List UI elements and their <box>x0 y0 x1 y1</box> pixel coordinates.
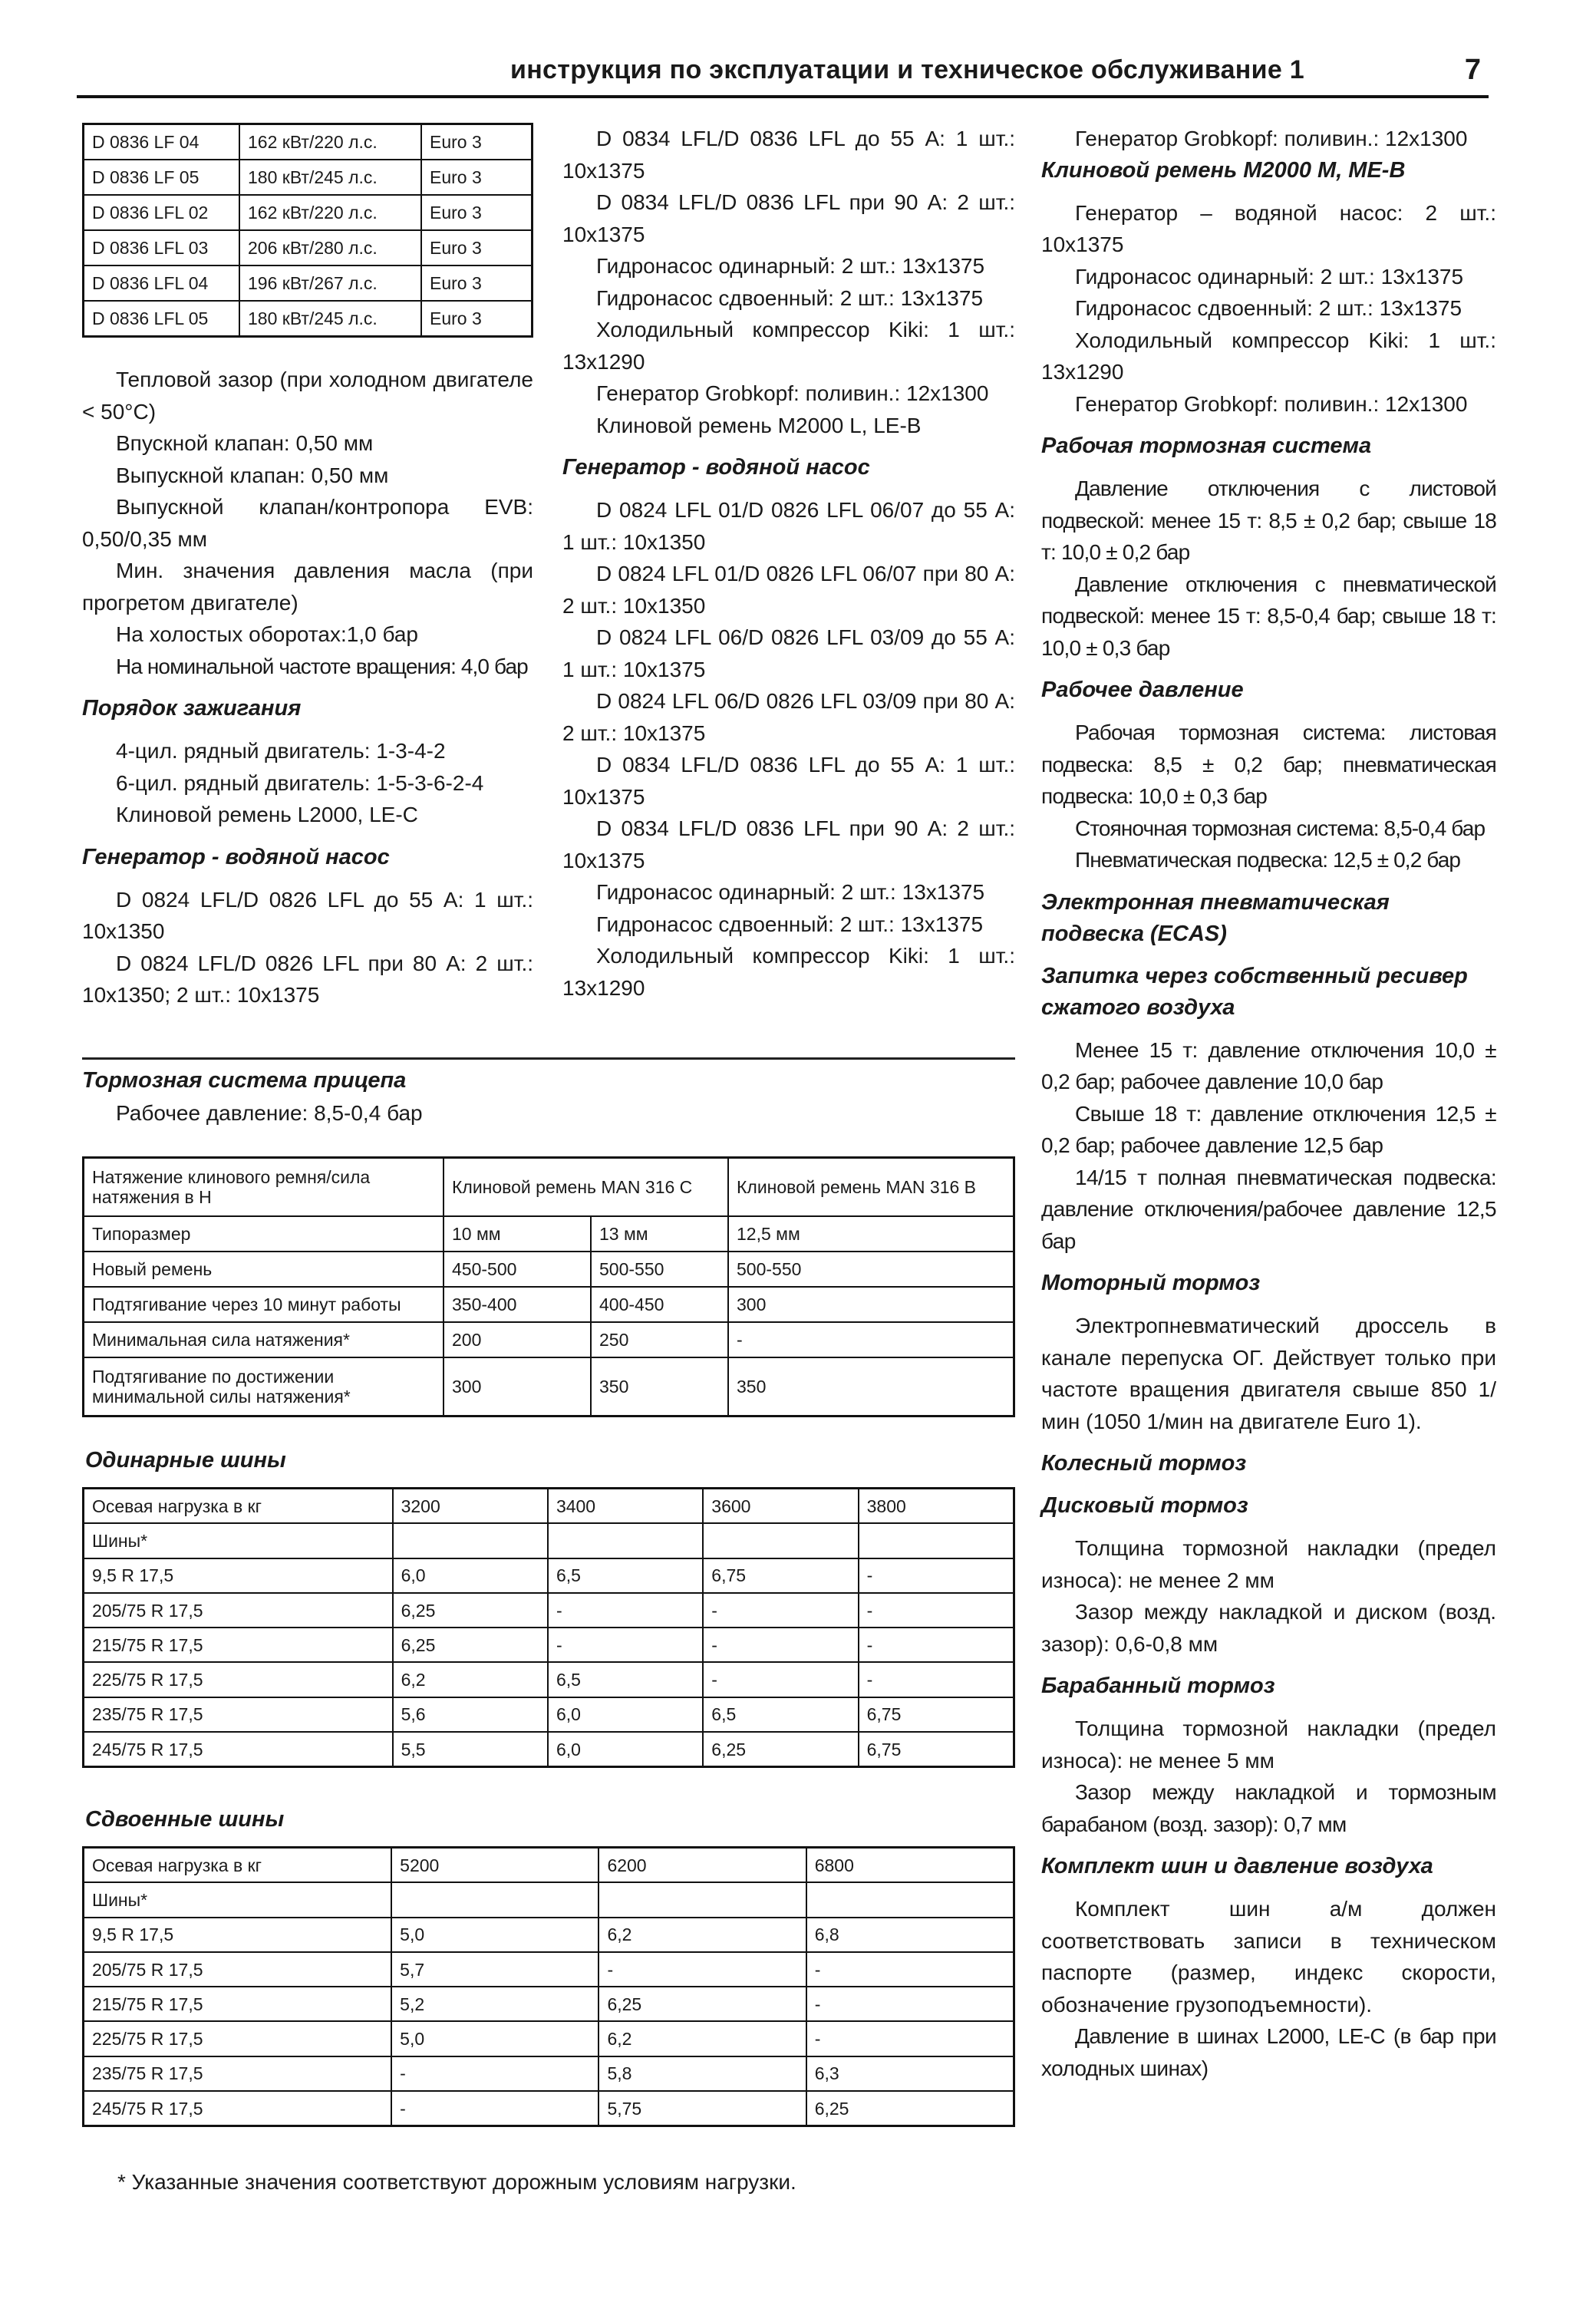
section-heading: Сдвоенные шины <box>85 1807 285 1832</box>
table-cell: 250 <box>591 1322 728 1357</box>
table-cell: D 0836 LF 05 <box>84 160 240 195</box>
table-cell: D 0836 LFL 03 <box>84 230 240 265</box>
table-cell: Euro 3 <box>421 124 533 160</box>
table-row <box>84 2056 1014 2091</box>
table-row <box>84 124 533 160</box>
table-subheader-row <box>84 1882 1014 1917</box>
table-cell: - <box>703 1628 858 1662</box>
text-paragraph: D 0834 LFL/D 0836 LFL при 90 А: 2 шт.: 10x1375 <box>562 190 1015 246</box>
text-paragraph: D 0824 LFL 01/D 0826 LFL 06/07 до 55 А: 1 шт.: 10x1350 <box>562 498 1015 554</box>
text-paragraph: D 0824 LFL/D 0826 LFL при 80 А: 2 шт.: 10x1350; 2 шт.: 10x1375 <box>82 951 533 1007</box>
table-cell: 6,25 <box>393 1593 548 1628</box>
table-cell-empty <box>548 1523 703 1558</box>
table-cell: 350 <box>728 1357 1014 1416</box>
table-cell: 500-550 <box>728 1252 1014 1287</box>
text-paragraph: Зазор между накладкой и тормозным барабаном (возд. зазор): 0,7 мм <box>1041 1780 1496 1836</box>
text-paragraph: Клиновой ремень M2000 L, LE-B <box>596 413 922 437</box>
table-row <box>84 1252 1014 1287</box>
table-cell: - <box>728 1322 1014 1357</box>
table-cell: Euro 3 <box>421 265 533 301</box>
text-paragraph: Холодильный компрессор Kiki: 1 шт.: 13x1290 <box>562 944 1015 1000</box>
table-cell: - <box>548 1628 703 1662</box>
table-cell: - <box>548 1593 703 1628</box>
table-cell: - <box>806 1987 1014 2021</box>
table-row <box>84 195 533 230</box>
table-cell: 6,5 <box>703 1697 858 1732</box>
table-row <box>84 1216 1014 1252</box>
table-cell: 6,75 <box>859 1732 1014 1767</box>
table-cell: 6,2 <box>598 1918 806 1952</box>
text-paragraph: Пневматическая подвеска: 12,5 ± 0,2 бар <box>1075 848 1461 872</box>
table-cell: 5,2 <box>391 1987 598 2021</box>
table-cell: 6,25 <box>703 1732 858 1767</box>
section-heading: Тормозная система прицепа <box>82 1068 407 1093</box>
table-cell: 245/75 R 17,5 <box>84 2091 392 2126</box>
table-cell: 6,5 <box>548 1558 703 1593</box>
page-number: 7 <box>1464 54 1481 86</box>
text-paragraph: Генератор Grobkopf: поливин.: 12x1300 <box>596 381 989 405</box>
table-cell: 6,5 <box>548 1662 703 1697</box>
table-cell: Шины* <box>84 1882 392 1917</box>
section-heading: Колесный тормоз <box>1041 1451 1247 1476</box>
text-paragraph: Гидронасос сдвоенный: 2 шт.: 13x1375 <box>1075 296 1462 320</box>
text-paragraph: Выпускной клапан/контропора EVB: 0,50/0,35 мм <box>82 495 533 551</box>
table-cell: 6,0 <box>548 1732 703 1767</box>
section-heading: Генератор - водяной насос <box>562 455 870 480</box>
table-cell: Осевая нагрузка в кг <box>84 1848 392 1883</box>
table-cell: 6800 <box>806 1848 1014 1883</box>
table-cell: - <box>859 1662 1014 1697</box>
section-heading: Дисковый тормоз <box>1041 1493 1248 1518</box>
table-cell: 12,5 мм <box>728 1216 1014 1252</box>
table-row <box>84 1662 1014 1697</box>
trailer-brake-section <box>82 1065 1015 1129</box>
column-left <box>82 364 533 1011</box>
text-paragraph: Рабочая тормозная система: листовая подвеска: 8,5 ± 0,2 бар; пневматическая подвеска: 10,0 ± 0,3 бар <box>1041 721 1496 808</box>
table-cell: 162 кВт/220 л.с. <box>239 124 421 160</box>
table-cell: 5,0 <box>391 1918 598 1952</box>
table-cell: 180 кВт/245 л.с. <box>239 160 421 195</box>
table-cell: D 0836 LF 04 <box>84 124 240 160</box>
table-cell: 180 кВт/245 л.с. <box>239 301 421 337</box>
table-cell: - <box>598 1952 806 1987</box>
table-cell-empty <box>598 1882 806 1917</box>
single-tires-table <box>82 1487 1015 1768</box>
text-paragraph: Электропневматический дроссель в канале перепуска ОГ. Действует только при частоте вращения двигателя свыше 850 1/мин (1050 1/мин на двигателе Euro 1). <box>1041 1314 1496 1433</box>
table-cell: D 0836 LFL 02 <box>84 195 240 230</box>
table-row <box>84 160 533 195</box>
table-cell: Euro 3 <box>421 195 533 230</box>
section-heading: Барабанный тормоз <box>1041 1674 1275 1698</box>
text-paragraph: Холодильный компрессор Kiki: 1 шт.: 13x1290 <box>562 318 1015 374</box>
table-cell: Минимальная сила натяжения* <box>84 1322 444 1357</box>
table-cell: 225/75 R 17,5 <box>84 2021 392 2056</box>
table-cell: - <box>859 1558 1014 1593</box>
table-cell: - <box>391 2091 598 2126</box>
table-cell: 206 кВт/280 л.с. <box>239 230 421 265</box>
table-cell: 235/75 R 17,5 <box>84 1697 393 1732</box>
table-cell: 450-500 <box>444 1252 591 1287</box>
table-cell: Подтягивание через 10 минут работы <box>84 1287 444 1322</box>
table-row <box>84 265 533 301</box>
text-paragraph: Гидронасос одинарный: 2 шт.: 13x1375 <box>1075 264 1464 289</box>
table-cell: 5,8 <box>598 2056 806 2091</box>
text-paragraph: Впускной клапан: 0,50 мм <box>116 431 374 455</box>
text-paragraph: Свыше 18 т: давление отключения 12,5 ± 0,2 бар; рабочее давление 12,5 бар <box>1041 1101 1496 1157</box>
table-cell: 5,0 <box>391 2021 598 2056</box>
text-paragraph: Генератор – водяной насос: 2 шт.: 10x1375 <box>1041 200 1496 256</box>
table-row <box>84 2021 1014 2056</box>
table-cell: - <box>806 2021 1014 2056</box>
table-cell: 6,2 <box>598 2021 806 2056</box>
text-paragraph: Зазор между накладкой и диском (возд. зазор): 0,6-0,8 мм <box>1041 1600 1496 1656</box>
text-paragraph: 6-цил. рядный двигатель: 1-5-3-6-2-4 <box>116 770 484 795</box>
text-paragraph: Клиновой ремень L2000, LE-C <box>116 803 418 826</box>
table-cell: Осевая нагрузка в кг <box>84 1489 393 1524</box>
table-row <box>84 1558 1014 1593</box>
table-cell: 350 <box>591 1357 728 1416</box>
table-cell: Euro 3 <box>421 301 533 337</box>
text-paragraph: Давление отключения с пневматической подвеской: менее 15 т: 8,5-0,4 бар; свыше 18 т: 10,0 ± 0,3 бар <box>1041 572 1496 660</box>
section-heading: Электронная пневматическая подвеска (ECAS) <box>1041 889 1390 946</box>
table-header-row <box>84 1489 1014 1524</box>
text-paragraph: Холодильный компрессор Kiki: 1 шт.: 13x1290 <box>1041 328 1496 384</box>
table-row <box>84 1322 1014 1357</box>
table-cell: 3200 <box>393 1489 548 1524</box>
text-paragraph: Толщина тормозной накладки (предел износа): не менее 2 мм <box>1041 1536 1496 1592</box>
table-cell: 245/75 R 17,5 <box>84 1732 393 1767</box>
table-cell: 400-450 <box>591 1287 728 1322</box>
table-cell: 5,75 <box>598 2091 806 2126</box>
table-cell: D 0836 LFL 04 <box>84 265 240 301</box>
table-cell: 162 кВт/220 л.с. <box>239 195 421 230</box>
text-paragraph: Генератор Grobkopf: поливин.: 12x1300 <box>1075 391 1468 416</box>
section-heading: Рабочая тормозная система <box>1041 434 1372 458</box>
table-cell: D 0836 LFL 05 <box>84 301 240 337</box>
dual-tires-table <box>82 1846 1015 2127</box>
table-header-cell: Натяжение клинового ремня/сила натяжения в Н <box>84 1158 444 1217</box>
table-cell: 3600 <box>703 1489 858 1524</box>
table-row <box>84 301 533 337</box>
table-cell: 13 мм <box>591 1216 728 1252</box>
table-row <box>84 1593 1014 1628</box>
table-cell: 5200 <box>391 1848 598 1883</box>
text-paragraph: Рабочее давление: 8,5-0,4 бар <box>116 1100 423 1125</box>
table-cell: 200 <box>444 1322 591 1357</box>
text-paragraph: Давление отключения с листовой подвеской: менее 15 т: 8,5 ± 0,2 бар; свыше 18 т: 10,0 ± 0,2 бар <box>1041 477 1496 564</box>
table-cell: Подтягивание по достижении минимальной силы натяжения* <box>84 1357 444 1416</box>
table-cell: Euro 3 <box>421 230 533 265</box>
section-heading: Порядок зажигания <box>82 696 302 721</box>
table-cell: Euro 3 <box>421 160 533 195</box>
table-header-row <box>84 1848 1014 1883</box>
section-heading: Рабочее давление <box>1041 678 1244 702</box>
table-cell: Шины* <box>84 1523 393 1558</box>
section-divider <box>82 1057 1015 1060</box>
table-cell-empty <box>393 1523 548 1558</box>
text-paragraph: Гидронасос сдвоенный: 2 шт.: 13x1375 <box>596 285 984 310</box>
table-cell: 5,6 <box>393 1697 548 1732</box>
text-paragraph: D 0824 LFL 06/D 0826 LFL 03/09 при 80 А: 2 шт.: 10x1375 <box>562 689 1015 745</box>
text-paragraph: На холостых оборотах:1,0 бар <box>116 622 418 646</box>
running-title: инструкция по эксплуатации и техническое обслуживание 1 <box>510 55 1304 84</box>
table-header-cell: Клиновой ремень MAN 316 C <box>444 1158 728 1217</box>
section-heading: Одинарные шины <box>85 1448 286 1473</box>
text-paragraph: D 0834 LFL/D 0836 LFL до 55 А: 1 шт.: 10x1375 <box>562 127 1015 183</box>
table-cell: 196 кВт/267 л.с. <box>239 265 421 301</box>
table-cell: 6,25 <box>393 1628 548 1662</box>
text-paragraph: 14/15 т полная пневматическая подвеска: давление отключения/рабочее давление 12,5 бар <box>1041 1165 1496 1253</box>
text-paragraph: Выпускной клапан: 0,50 мм <box>116 463 389 487</box>
text-paragraph: D 0834 LFL/D 0836 LFL до 55 А: 1 шт.: 10x1375 <box>562 753 1015 809</box>
table-cell: - <box>391 2056 598 2091</box>
table-cell: 6,3 <box>806 2056 1014 2091</box>
table-cell-empty <box>859 1523 1014 1558</box>
text-paragraph: 4-цил. рядный двигатель: 1-3-4-2 <box>116 739 446 763</box>
text-paragraph: Толщина тормозной накладки (предел износа): не менее 5 мм <box>1041 1717 1496 1773</box>
table-cell: 6200 <box>598 1848 806 1883</box>
table-row <box>84 1952 1014 1987</box>
table-cell: 205/75 R 17,5 <box>84 1593 393 1628</box>
table-header-cell: Клиновой ремень MAN 316 B <box>728 1158 1014 1217</box>
table-cell: - <box>703 1593 858 1628</box>
text-paragraph: D 0824 LFL 06/D 0826 LFL 03/09 до 55 А: 1 шт.: 10x1375 <box>562 625 1015 681</box>
table-cell: 6,0 <box>548 1697 703 1732</box>
table-cell: 5,5 <box>393 1732 548 1767</box>
table-subheader-row <box>84 1523 1014 1558</box>
table-cell: 10 мм <box>444 1216 591 1252</box>
table-cell: 3800 <box>859 1489 1014 1524</box>
text-paragraph: Гидронасос сдвоенный: 2 шт.: 13x1375 <box>596 912 984 936</box>
column-right <box>1041 123 1496 2084</box>
table-row <box>84 1918 1014 1952</box>
table-cell-empty <box>703 1523 858 1558</box>
text-paragraph: Генератор Grobkopf: поливин.: 12x1300 <box>1075 127 1468 150</box>
table-cell: 215/75 R 17,5 <box>84 1987 392 2021</box>
text-paragraph: На номинальной частоте вращения: 4,0 бар <box>116 654 528 678</box>
table-row <box>84 1628 1014 1662</box>
section-heading: Моторный тормоз <box>1041 1271 1261 1295</box>
footnote: * Указанные значения соответствуют дорожным условиям нагрузки. <box>117 2170 796 2194</box>
table-cell: - <box>859 1628 1014 1662</box>
table-cell: 9,5 R 17,5 <box>84 1918 392 1952</box>
table-cell: 6,25 <box>598 1987 806 2021</box>
table-row <box>84 1357 1014 1416</box>
table-cell: 5,7 <box>391 1952 598 1987</box>
table-cell: 3400 <box>548 1489 703 1524</box>
table-cell: - <box>806 1952 1014 1987</box>
column-middle <box>562 123 1015 1004</box>
text-paragraph: Менее 15 т: давление отключения 10,0 ± 0,2 бар; рабочее давление 10,0 бар <box>1041 1037 1496 1093</box>
engine-models-table <box>82 123 533 338</box>
table-row <box>84 2091 1014 2126</box>
table-row <box>84 1287 1014 1322</box>
table-cell: 6,25 <box>806 2091 1014 2126</box>
section-heading: Клиновой ремень M2000 M, ME-B <box>1041 157 1406 183</box>
text-paragraph: D 0824 LFL/D 0826 LFL до 55 А: 1 шт.: 10x1350 <box>82 887 533 943</box>
table-cell: 6,75 <box>859 1697 1014 1732</box>
table-cell: 300 <box>444 1357 591 1416</box>
text-paragraph: Стояночная тормозная система: 8,5-0,4 бар <box>1075 816 1486 840</box>
text-paragraph: Гидронасос одинарный: 2 шт.: 13x1375 <box>596 880 985 904</box>
table-cell: 205/75 R 17,5 <box>84 1952 392 1987</box>
table-cell: 225/75 R 17,5 <box>84 1662 393 1697</box>
text-paragraph: Давление в шинах L2000, LE-C (в бар при холодных шинах) <box>1041 2024 1496 2080</box>
table-cell: 6,0 <box>393 1558 548 1593</box>
text-paragraph: Мин. значения давления масла (при прогретом двигателе) <box>82 559 533 615</box>
text-paragraph: D 0824 LFL 01/D 0826 LFL 06/07 при 80 А: 2 шт.: 10x1350 <box>562 562 1015 618</box>
section-heading: Запитка через собственный ресивер сжатого воздуха <box>1041 963 1468 1020</box>
text-paragraph: Комплект шин а/м должен соответствовать записи в техническом паспорте (размер, индекс скорости, обозначение грузоподъемности). <box>1041 1897 1496 2017</box>
table-cell: 235/75 R 17,5 <box>84 2056 392 2091</box>
section-heading: Генератор - водяной насос <box>82 844 390 869</box>
table-cell-empty <box>391 1882 598 1917</box>
page-header <box>77 54 1489 98</box>
table-row <box>84 1732 1014 1767</box>
table-row <box>84 1697 1014 1732</box>
table-header-row <box>84 1158 1014 1217</box>
table-cell: 6,2 <box>393 1662 548 1697</box>
table-cell: 215/75 R 17,5 <box>84 1628 393 1662</box>
table-cell: - <box>859 1593 1014 1628</box>
table-row <box>84 230 533 265</box>
table-cell-empty <box>806 1882 1014 1917</box>
table-cell: 500-550 <box>591 1252 728 1287</box>
table-cell: 6,8 <box>806 1918 1014 1952</box>
table-cell: - <box>703 1662 858 1697</box>
belt-tension-table <box>82 1156 1015 1417</box>
table-cell: 6,75 <box>703 1558 858 1593</box>
table-cell: Новый ремень <box>84 1252 444 1287</box>
section-heading: Комплект шин и давление воздуха <box>1041 1854 1433 1878</box>
table-cell: Типоразмер <box>84 1216 444 1252</box>
table-cell: 350-400 <box>444 1287 591 1322</box>
text-paragraph: D 0834 LFL/D 0836 LFL при 90 А: 2 шт.: 10x1375 <box>562 816 1015 872</box>
table-cell: 300 <box>728 1287 1014 1322</box>
text-paragraph: Гидронасос одинарный: 2 шт.: 13x1375 <box>596 254 985 278</box>
table-row <box>84 1987 1014 2021</box>
text-paragraph: Тепловой зазор (при холодном двигателе < 50°C) <box>82 368 533 424</box>
table-cell: 9,5 R 17,5 <box>84 1558 393 1593</box>
